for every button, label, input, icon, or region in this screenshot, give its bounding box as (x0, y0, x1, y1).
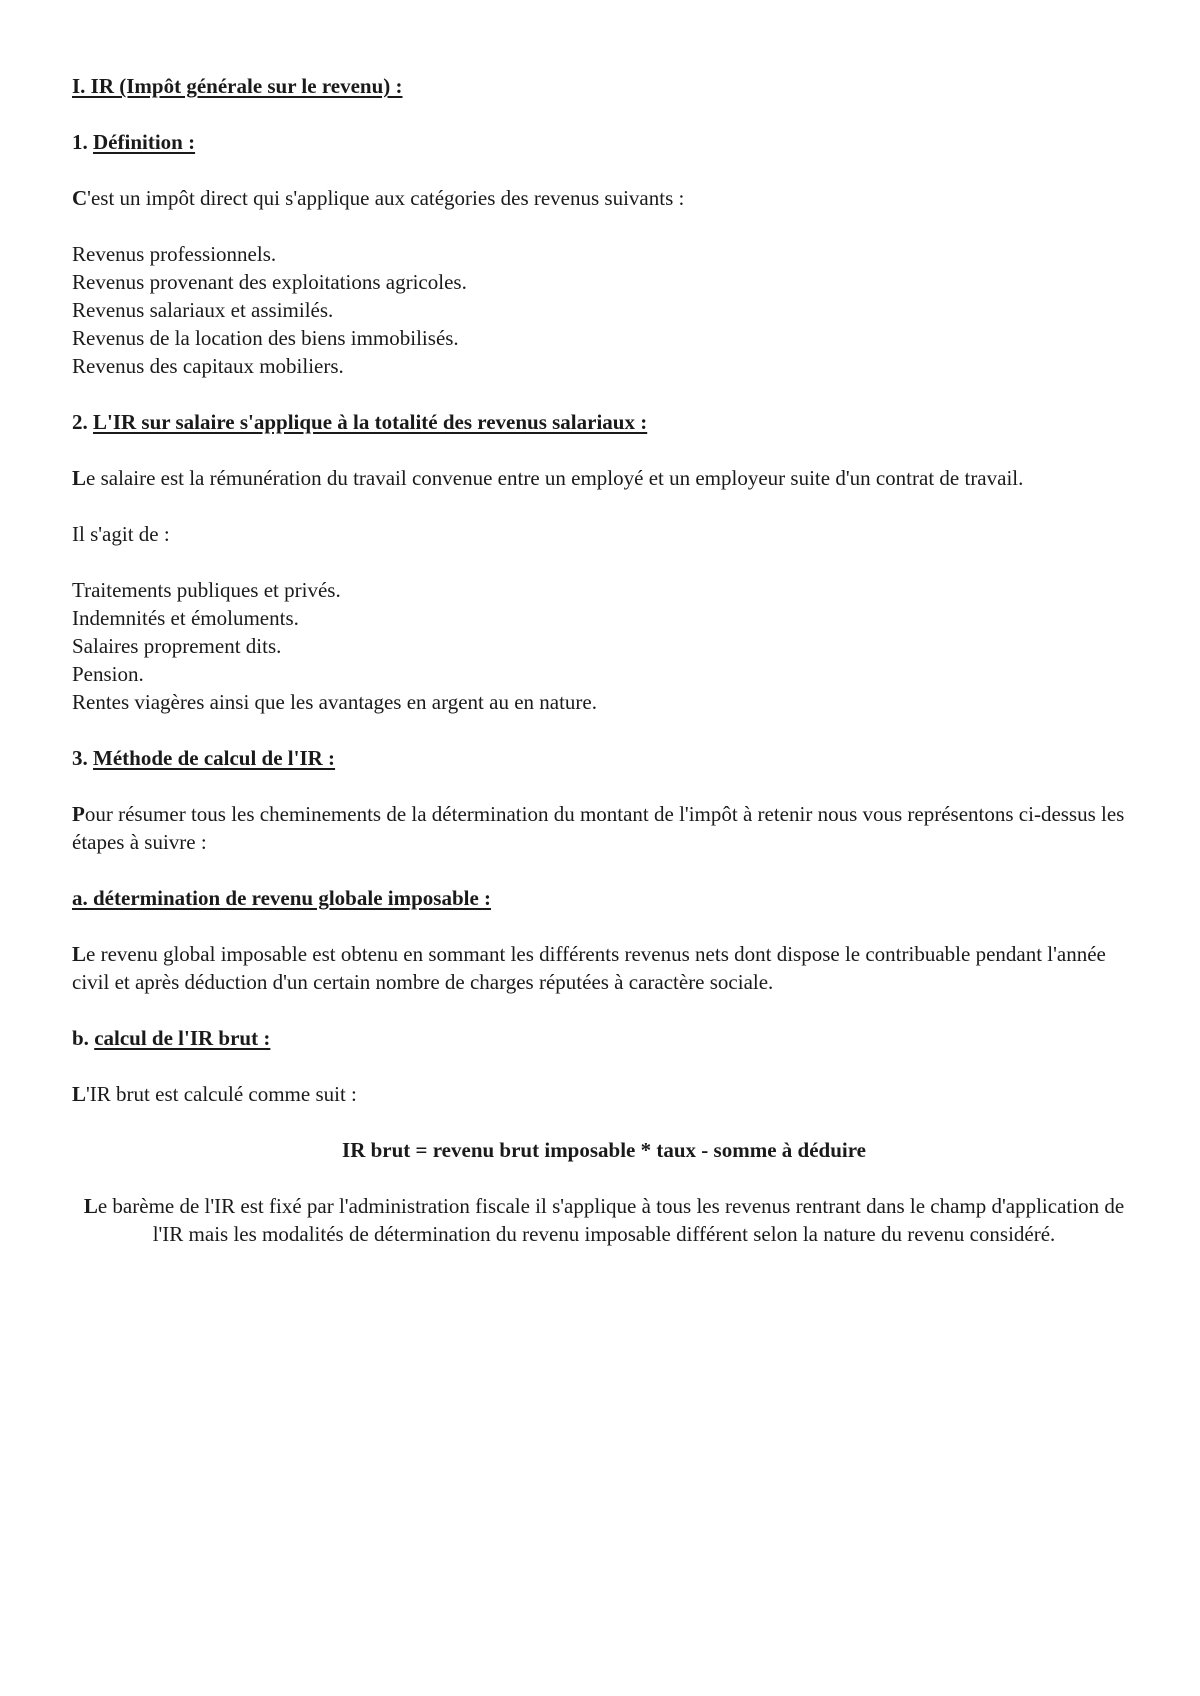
subsection-a-heading: a. détermination de revenu globale imposable : (72, 886, 492, 910)
section-3-heading (72, 744, 1136, 772)
section-3-number: 3. (72, 746, 93, 770)
salary-types-list (72, 576, 1136, 716)
subsection-a-paragraph-text: e revenu global imposable est obtenu en sommant les différents revenus nets dont dispose le contribuable pendant l'année civil et après déduction d'un certain nombre de charges réputées à caractère sociale. (72, 942, 1106, 994)
subsection-b-paragraph (72, 1080, 1136, 1108)
dropcap: L (72, 942, 87, 966)
section-2-number: 2. (72, 410, 93, 434)
ir-formula: IR brut = revenu brut imposable * taux - somme à déduire (342, 1138, 866, 1162)
subsection-a-paragraph (72, 940, 1136, 996)
dropcap: L (83, 1194, 98, 1218)
section-1-number: 1. (72, 130, 93, 154)
list-item: Traitements publiques et privés. (72, 578, 341, 602)
section-2-paragraph (72, 464, 1136, 492)
section-3-title: Méthode de calcul de l'IR : (93, 746, 336, 770)
list-item: Revenus des capitaux mobiliers. (72, 354, 344, 378)
final-paragraph-text: e barème de l'IR est fixé par l'administration fiscale il s'applique à tous les revenus rentrant dans le champ d'application de l'IR mais les modalités de détermination du revenu imposable différent selon la nature du revenu considéré. (97, 1194, 1125, 1246)
list-item: Indemnités et émoluments. (72, 606, 299, 630)
document-page (72, 72, 1136, 1248)
section-1-title: Définition : (93, 130, 196, 154)
final-paragraph (72, 1192, 1136, 1248)
section-2-paragraph-text: e salaire est la rémunération du travail convenue entre un employé et un employeur suite d'un contrat de travail. (86, 466, 1024, 490)
subsection-b-paragraph-text: 'IR brut est calculé comme suit : (86, 1082, 357, 1106)
list-item: Revenus salariaux et assimilés. (72, 298, 334, 322)
section-2-title: L'IR sur salaire s'applique à la totalité des revenus salariaux : (93, 410, 648, 434)
section-3-paragraph (72, 800, 1136, 856)
revenue-categories-list (72, 240, 1136, 380)
section-2-lead: Il s'agit de : (72, 522, 170, 546)
document-title: I. IR (Impôt générale sur le revenu) : (72, 74, 403, 98)
section-3-paragraph-text: our résumer tous les cheminements de la détermination du montant de l'impôt à retenir nous vous représentons ci-dessus les étapes à suivre : (72, 802, 1125, 854)
subsection-b-title: calcul de l'IR brut : (94, 1026, 271, 1050)
list-item: Revenus de la location des biens immobilisés. (72, 326, 459, 350)
dropcap: C (72, 186, 88, 210)
section-2-heading (72, 408, 1136, 436)
dropcap: P (72, 802, 85, 826)
section-1-intro-text: 'est un impôt direct qui s'applique aux catégories des revenus suivants : (87, 186, 685, 210)
dropcap: L (72, 1082, 87, 1106)
list-item: Salaires proprement dits. (72, 634, 282, 658)
section-1-intro (72, 184, 1136, 212)
list-item: Pension. (72, 662, 144, 686)
dropcap: L (72, 466, 87, 490)
list-item: Revenus professionnels. (72, 242, 277, 266)
list-item: Rentes viagères ainsi que les avantages en argent au en nature. (72, 690, 597, 714)
list-item: Revenus provenant des exploitations agricoles. (72, 270, 467, 294)
subsection-b-heading (72, 1024, 1136, 1052)
subsection-b-label: b. (72, 1026, 95, 1050)
section-1-heading (72, 128, 1136, 156)
